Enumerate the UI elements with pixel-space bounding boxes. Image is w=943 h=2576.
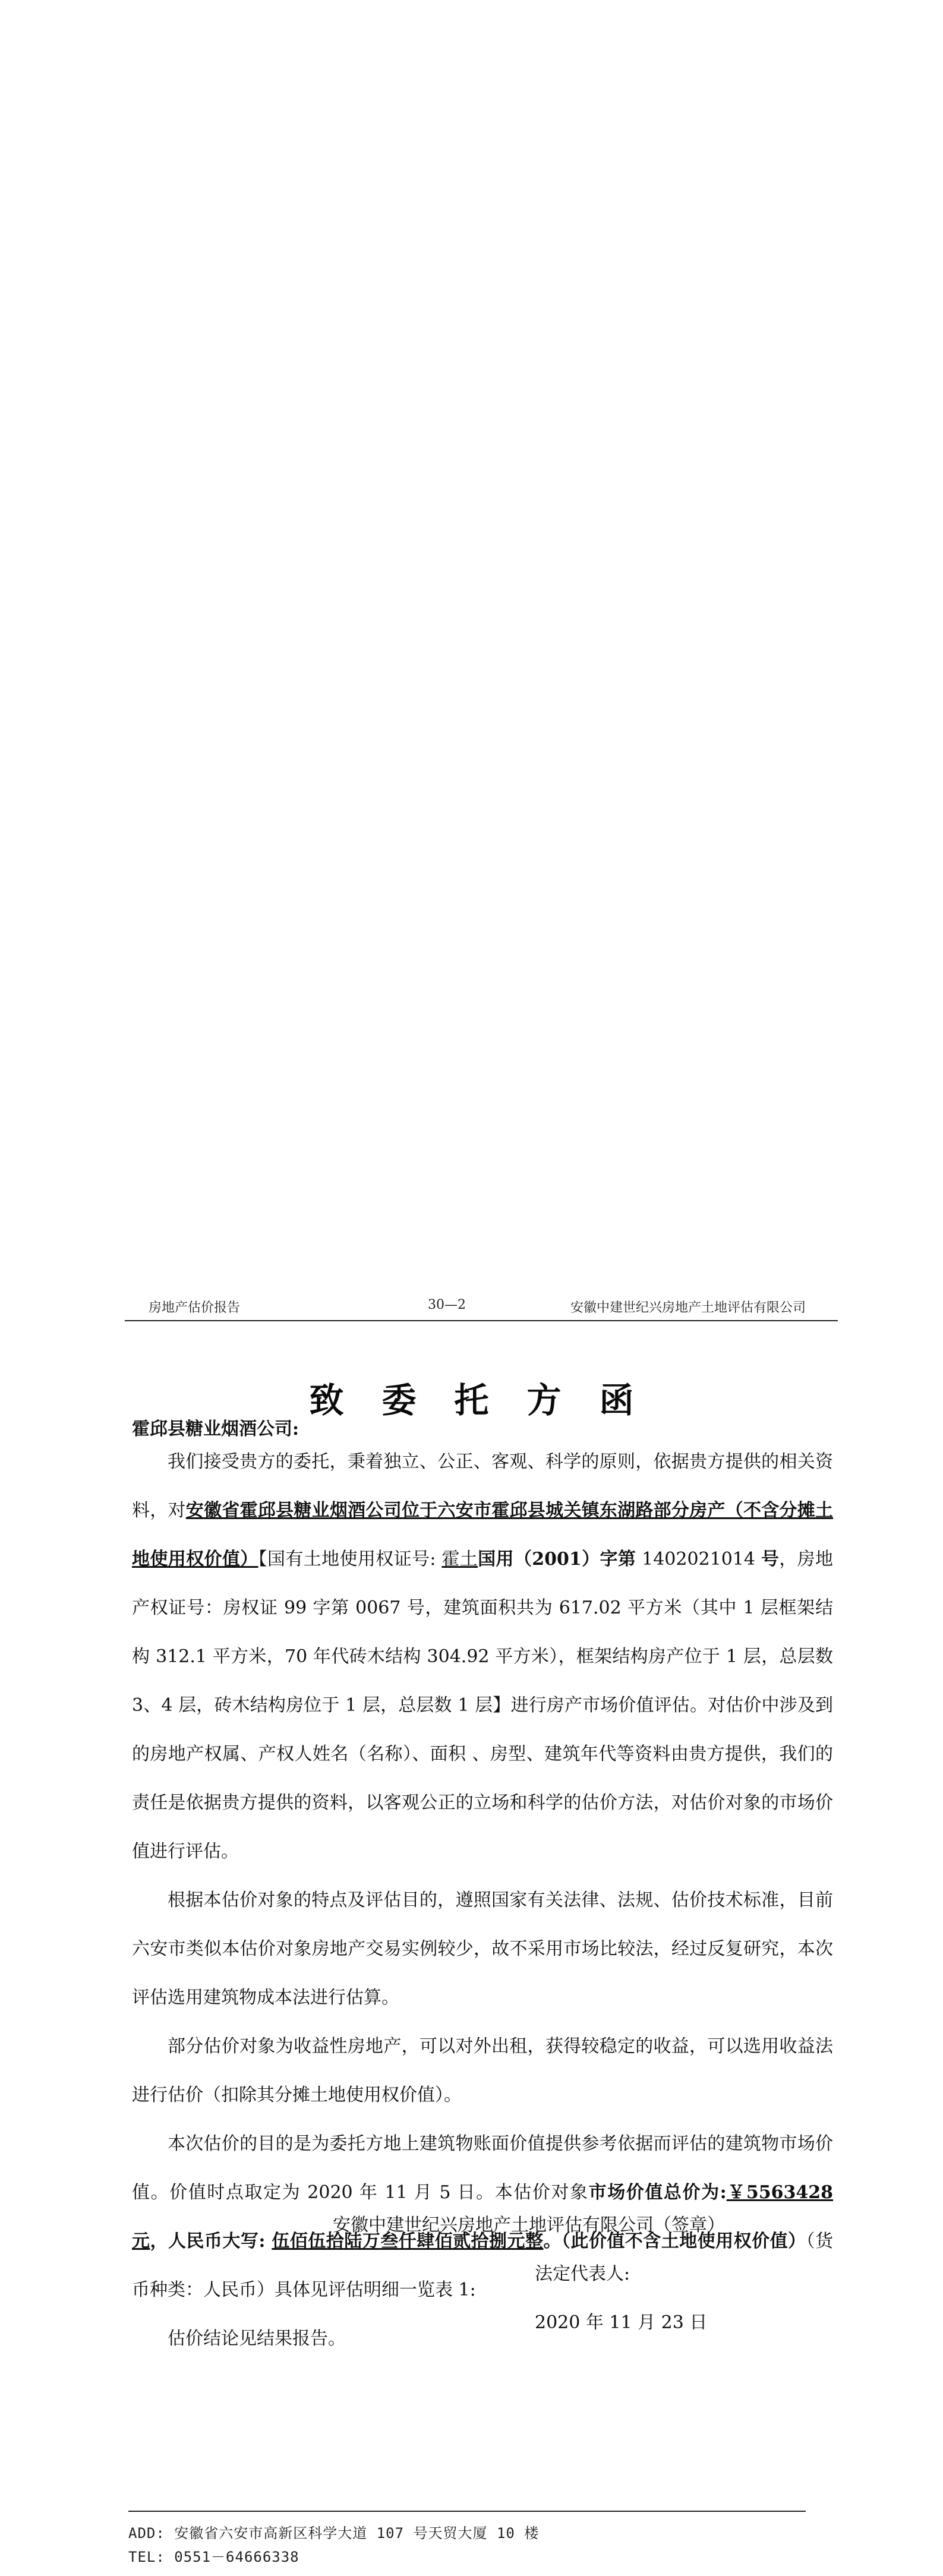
p4-total-label: 市场价值总价为: xyxy=(588,2182,727,2203)
paragraph-5: 估价结论见结果报告。 xyxy=(168,2328,346,2349)
signature-company: 安徽中建世纪兴房地产土地评估有限公司（签章） xyxy=(333,2215,725,2236)
letter-addressee: 霍邱县糖业烟酒公司: xyxy=(132,1419,299,1439)
p4-intro: 本次估价的目的是为委托方地上建筑物账面价值提供参考依据而评估的建筑物市场价值。价值时点取定为 2020 年 11 月 5 日。本估价对象 xyxy=(132,2133,833,2203)
p1-subject: 安徽省霍邱县糖业烟酒公司位于六安市霍邱县城关镇东湖路部分房产（不含分摊土地使用权价值） xyxy=(132,1500,834,1570)
header-page-number-p2: 30—2 xyxy=(428,1298,466,1312)
p1-cert-region: 霍土 xyxy=(441,1549,478,1570)
header-divider-p2 xyxy=(125,1320,838,1321)
p1-cert-suffix: 号 xyxy=(761,1549,780,1570)
paragraph-2: 根据本估价对象的特点及评估目的，遵照国家有关法律、法规、估价技术标准，目前六安市类似本估价对象房地产交易实例较少，故不采用市场比较法，经过反复研究，本次评估选用建筑物成本法进行估算。 xyxy=(132,1890,833,2008)
p4-rmb-label: ，人民币大写: xyxy=(150,2231,272,2252)
p4-total-value: ￥5563428 元 xyxy=(132,2182,834,2252)
signature-representative: 法定代表人: xyxy=(535,2264,630,2284)
p1-details: ，房地产权证号：房权证 99 字第 0067 号，建筑面积共为 617.02 平方米（其中 1 层框架结构 312.1 平方米，70 年代砖木结构 304.92 平方米），框架结构房产位于 1 层，总层数 3、4 层，砖木结构房位于 1 层，总层数 1 层】进行房产市场价值评估。对估价中涉及到的房地产权属、产权人姓名（名称）、面积 、房型、建筑年代等资料由贵方提供，我们的责任是依据贵方提供的资料，以客观公正的立场和科学的估价方法，对估价对象的市场价值进行评估。 xyxy=(132,1549,834,1862)
p4-currency: （货币种类：人民币）具体见评估明细一览表 1: xyxy=(132,2231,834,2300)
p1-cert-type: 国用（2001） xyxy=(478,1549,600,1570)
p4-rmb-value: 伍佰伍拾陆万叁仟肆佰贰拾捌元整 xyxy=(272,2231,544,2252)
header-right-p2: 安徽中建世纪兴房地产土地评估有限公司 xyxy=(570,1300,806,1315)
footer-address-p2: ADD: 安徽省六安市高新区科学大道 107 号天贸大厦 10 楼 xyxy=(128,2525,540,2542)
p4-note: 。（此价值不含土地使用权价值） xyxy=(543,2231,806,2252)
p1-cert-number: 1402021014 xyxy=(636,1549,761,1570)
p1-cert-word: 字第 xyxy=(600,1549,636,1570)
paragraph-3: 部分估价对象为收益性房地产，可以对外出租，获得较稳定的收益，可以选用收益法进行估价（扣除其分摊土地使用权价值）。 xyxy=(132,2036,833,2105)
p1-intro: 我们接受贵方的委托，秉着独立、公正、客观、科学的原则，依据贵方提供的相关资料，对 xyxy=(132,1451,833,1521)
paragraph-1 xyxy=(132,1438,833,1876)
footer-tel-p2: TEL: 0551－64666338 xyxy=(128,2549,299,2565)
letter-title: 致委托方函 xyxy=(309,1380,672,1420)
footer-divider-p2 xyxy=(128,2511,806,2512)
signature-date: 2020 年 11 月 23 日 xyxy=(535,2312,708,2333)
p1-cert-prefix: 【国有土地使用权证号: xyxy=(258,1549,442,1570)
header-left-p2: 房地产估价报告 xyxy=(149,1300,241,1315)
